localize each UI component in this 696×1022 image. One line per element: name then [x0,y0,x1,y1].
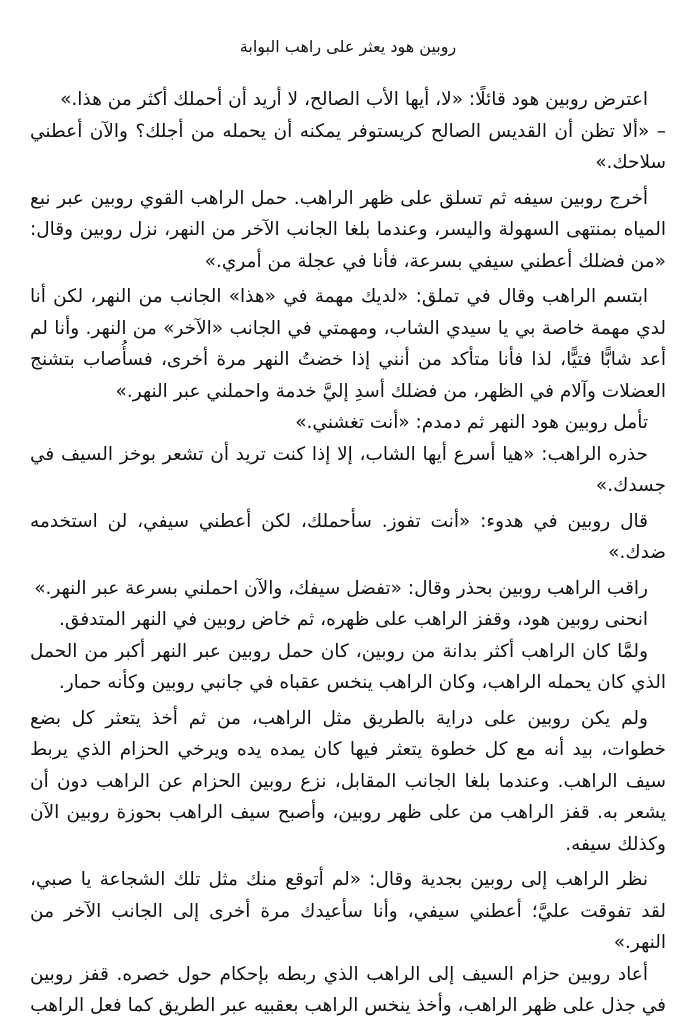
body-text [30,84,666,1022]
paragraph: انحنى روبين هود، وقفز الراهب على ظهره، ثم خاض روبين في النهر المتدفق. [59,609,648,630]
paragraph: قال روبين في هدوء: «أنت تفوز. سأحملك، لكن أعطني سيفي، لن استخدمه ضدك.» [30,510,666,563]
paragraph: – «ألا تظن أن القديس الصالح كريستوفر يمكنه أن يحمله من أجلك؟ والآن أعطني سلاحك.» [30,120,666,173]
paragraph: نظر الراهب إلى روبين بجدية وقال: «لم أتوقع منك مثل تلك الشجاعة يا صبي، لقد تفوقت عليَّ؛ أعطني سيفي، وأنا سأعيدك مرة أخرى إلى الجانب الآخر من النهر.» [30,869,666,953]
paragraph: تأمل روبين هود النهر ثم دمدم: «أنت تغشني.» [295,412,648,433]
running-header: روبين هود يعثر على راهب البوابة [239,37,457,56]
paragraph: أعاد روبين حزام السيف إلى الراهب الذي ربطه بإحكام حول خصره. قفز روبين في جذل على ظهر الراهب، وأخذ ينخس الراهب بعقبيه عبر الطريق كما فعل الراهب [30,963,666,1016]
paragraph: اعترض روبين هود قائلًا: «لا، أيها الأب الصالح، لا أريد أن أحملك أكثر من هذا.» [60,89,648,110]
paragraph: حذره الراهب: «هيا أسرع أيها الشاب، إلا إذا كنت تريد أن تشعر بوخز السيف في جسدك.» [30,443,666,496]
paragraph: ولمَّا كان الراهب أكثر بدانة من روبين، كان حمل روبين عبر النهر أكبر من الحمل الذي كان يحمله الراهب، وكان الراهب ينخس عقباه في جانبي روبين وكأنه حمار. [30,640,666,693]
paragraph: ولم يكن روبين على دراية بالطريق مثل الراهب، من ثم أخذ يتعثر كل بضع خطوات، بيد أنه مع كل خطوة يتعثر فيها كان يمده يده ويرخي الحزام الذي يربط سيف الراهب. وعندما بلغا الجانب المقابل، نزع روبين الحزام عن الراهب دون أن يشعر به. قفز الراهب من على ظهر روبين، وأصبح سيف الراهب بحوزة روبين الآن وكذلك سيفه. [30,707,666,855]
paragraph: أخرج روبين سيفه ثم تسلق على ظهر الراهب. حمل الراهب القوي روبين عبر نبع المياه بمنتهى السهولة واليسر، وعندما بلغا الجانب الآخر من النهر، نزل روبين وقال: «من فضلك أعطني سيفي بسرعة، فأنا في عجلة من أمري.» [30,187,666,272]
paragraph: ابتسم الراهب وقال في تملق: «لديك مهمة في «هذا» الجانب من النهر، لكن أنا لدي مهمة خاصة بي يا سيدي الشاب، ومهمتي في الجانب «الآخر» من النهر. وأنا لم أعد شابًّا فتيًّا، لذا فأنا متأكد من أنني إذا خضتُ النهر مرة أخرى، فسأُصاب بتشنج العضلات وآلام في الظهر، من فضلك أسدِ إليَّ خدمة واحملني عبر النهر.» [30,286,666,402]
paragraph: راقب الراهب روبين بحذر وقال: «تفضل سيفك، والآن احملني بسرعة عبر النهر.» [34,577,648,599]
